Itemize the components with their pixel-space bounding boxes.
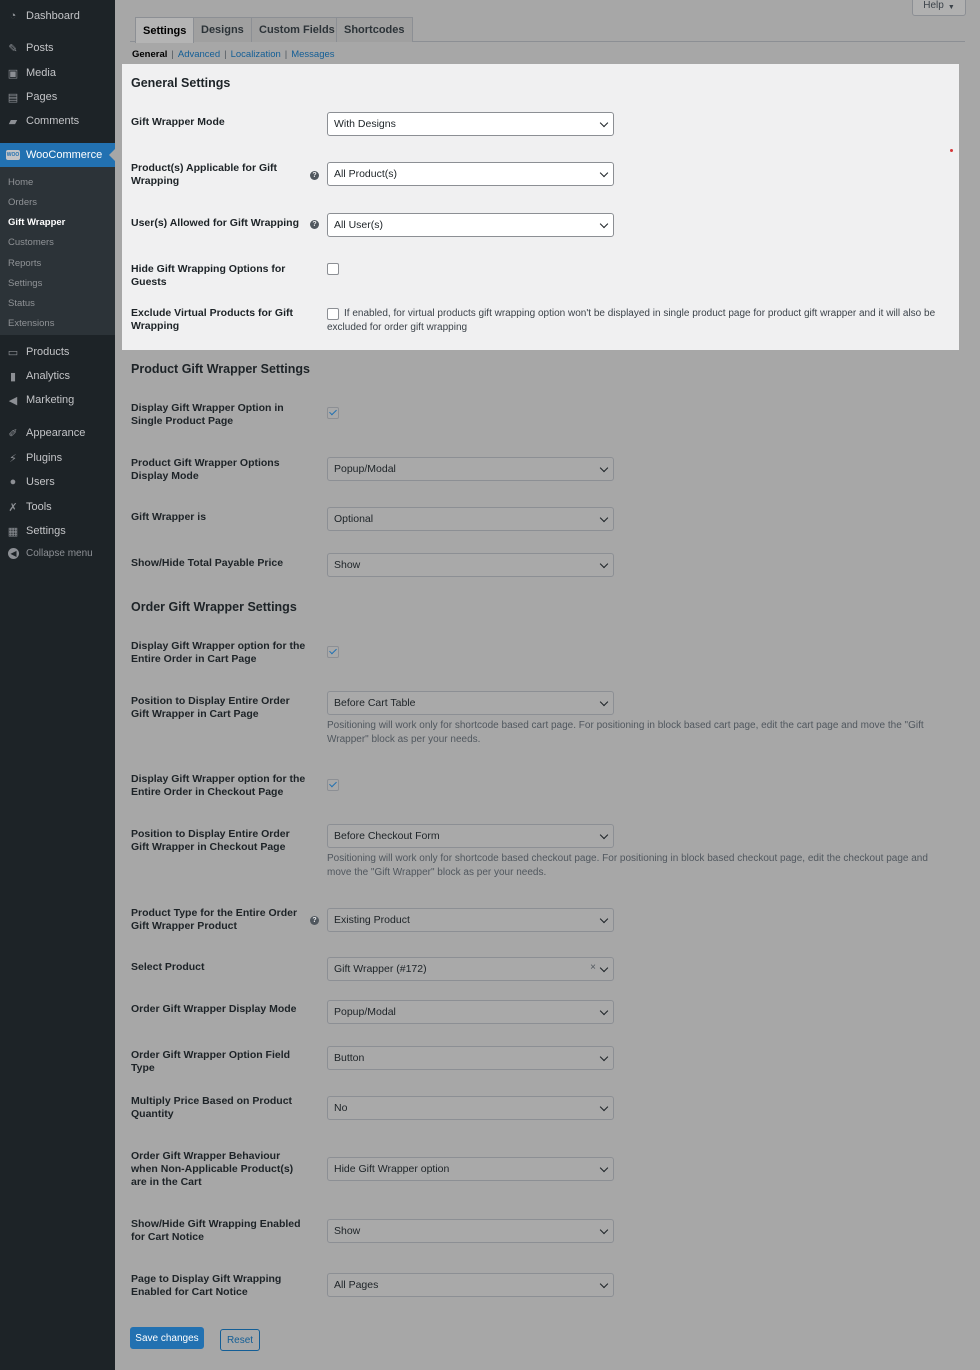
caret-down-icon: ▼ bbox=[947, 4, 955, 11]
order-settings-title: Order Gift Wrapper Settings bbox=[131, 600, 297, 614]
tab-shortcodes[interactable]: Shortcodes bbox=[336, 17, 413, 42]
megaphone-icon: ◀ bbox=[8, 394, 18, 407]
select-product-select[interactable]: Gift Wrapper (#172) × bbox=[327, 957, 614, 981]
chevron-down-icon bbox=[600, 1053, 608, 1061]
help-button[interactable]: Help ▼ bbox=[912, 0, 966, 16]
label-hide-guests: Hide Gift Wrapping Options for Guests bbox=[131, 263, 286, 288]
submenu-customers[interactable]: Customers bbox=[8, 237, 54, 248]
chevron-down-icon bbox=[600, 169, 608, 177]
menu-marketing[interactable]: ◀ Marketing bbox=[0, 389, 115, 411]
gift-wrapper-mode-select[interactable]: With Designs bbox=[327, 112, 614, 136]
label-gift-wrapper-mode: Gift Wrapper Mode bbox=[131, 116, 225, 128]
users-icon: ● bbox=[9, 476, 17, 488]
label-display-single-product: Display Gift Wrapper Option in Single Product Page bbox=[131, 402, 284, 427]
clear-icon[interactable]: × bbox=[590, 962, 596, 973]
comments-icon: ▰ bbox=[8, 115, 18, 128]
media-icon: ▣ bbox=[7, 67, 19, 80]
brush-icon: ✐ bbox=[8, 427, 18, 440]
label-total-payable: Show/Hide Total Payable Price bbox=[131, 557, 284, 569]
menu-woocommerce[interactable]: WOO WooCommerce bbox=[0, 143, 115, 167]
collapse-menu-button[interactable]: ◀ Collapse menu bbox=[0, 548, 93, 559]
settings-tabs bbox=[130, 15, 965, 42]
menu-products[interactable]: ▭ Products bbox=[7, 346, 70, 359]
products-applicable-select[interactable]: All Product(s) bbox=[327, 162, 614, 186]
cart-notice-select[interactable]: Show bbox=[327, 1219, 614, 1243]
cart-position-select[interactable]: Before Cart Table bbox=[327, 691, 614, 715]
dashboard-icon: ◔ bbox=[9, 10, 17, 22]
menu-plugins[interactable]: ⚡ Plugins bbox=[0, 447, 115, 469]
menu-posts[interactable]: ✎ Posts bbox=[0, 37, 115, 59]
label-users-allowed: User(s) Allowed for Gift Wrapping bbox=[131, 217, 300, 229]
general-settings-title: General Settings bbox=[131, 76, 231, 90]
reset-button[interactable]: Reset bbox=[220, 1329, 260, 1351]
woocommerce-icon: WOO bbox=[6, 152, 20, 158]
submenu-extensions[interactable]: Extensions bbox=[8, 318, 55, 329]
menu-settings[interactable]: ▦ Settings bbox=[7, 525, 66, 538]
chevron-down-icon bbox=[600, 220, 608, 228]
chevron-down-icon bbox=[600, 1164, 608, 1172]
chevron-down-icon bbox=[600, 1103, 608, 1111]
menu-dashboard[interactable]: ◔ Dashboard bbox=[0, 5, 115, 27]
tab-designs[interactable]: Designs bbox=[193, 17, 252, 42]
chevron-down-icon bbox=[600, 514, 608, 522]
products-icon: ▭ bbox=[7, 346, 19, 359]
label-multiply-price: Multiply Price Based on Product Quantity bbox=[131, 1095, 293, 1120]
woocommerce-submenu bbox=[0, 167, 115, 335]
behaviour-select[interactable]: Hide Gift Wrapper option bbox=[327, 1157, 614, 1181]
chevron-down-icon bbox=[600, 1280, 608, 1288]
help-tip-icon[interactable]: ? bbox=[310, 916, 319, 925]
hide-guests-checkbox[interactable] bbox=[327, 263, 339, 275]
collapse-icon: ◀ bbox=[8, 548, 19, 559]
submenu-gift-wrapper[interactable]: Gift Wrapper bbox=[8, 217, 66, 228]
submenu-home[interactable]: Home bbox=[8, 177, 34, 188]
label-checkout-position: Position to Display Entire Order Gift Wrapper in Checkout Page bbox=[131, 828, 290, 853]
subnav-general[interactable]: General bbox=[132, 49, 168, 60]
submenu-status[interactable]: Status bbox=[8, 298, 35, 309]
chevron-down-icon bbox=[600, 1226, 608, 1234]
tab-custom-fields[interactable]: Custom Fields bbox=[251, 17, 343, 42]
menu-media[interactable]: ▣ Media bbox=[7, 67, 56, 80]
chevron-down-icon bbox=[600, 119, 608, 127]
red-dot bbox=[950, 149, 953, 152]
order-checkout-checkbox[interactable] bbox=[327, 779, 339, 791]
subnav-advanced[interactable]: Advanced bbox=[177, 49, 221, 60]
product-type-select[interactable]: Existing Product bbox=[327, 908, 614, 932]
menu-appearance[interactable]: ✐ Appearance bbox=[0, 422, 115, 444]
subnav-messages[interactable]: Messages bbox=[291, 49, 335, 60]
plugin-icon: ⚡ bbox=[9, 452, 17, 465]
chevron-down-icon bbox=[600, 964, 608, 972]
label-product-type: Product Type for the Entire Order Gift Wrapper Product bbox=[131, 907, 298, 932]
menu-pages[interactable]: ▤ Pages bbox=[7, 91, 58, 104]
checkout-position-description: Positioning will work only for shortcode based checkout page. For positioning in block based checkout page, edit the checkout page and move the "Gift Wrapper" block as per your needs. bbox=[327, 853, 928, 878]
label-cart-position: Position to Display Entire Order Gift Wrapper in Cart Page bbox=[131, 695, 290, 720]
multiply-price-select[interactable]: No bbox=[327, 1096, 614, 1120]
order-cart-checkbox[interactable] bbox=[327, 646, 339, 658]
submenu-settings[interactable]: Settings bbox=[8, 278, 43, 289]
pin-icon: ✎ bbox=[8, 42, 18, 55]
settings-icon: ▦ bbox=[7, 525, 19, 538]
gift-wrapper-is-select[interactable]: Optional bbox=[327, 507, 614, 531]
save-changes-button[interactable]: Save changes bbox=[130, 1327, 204, 1349]
subnav: General | Advanced | Localization | Messages bbox=[132, 49, 335, 60]
help-tip-icon[interactable]: ? bbox=[310, 220, 319, 229]
menu-comments[interactable]: ▰ Comments bbox=[0, 110, 115, 132]
label-products-applicable: Product(s) Applicable for Gift Wrapping bbox=[131, 162, 278, 187]
submenu-orders[interactable]: Orders bbox=[8, 197, 38, 208]
chevron-down-icon bbox=[600, 560, 608, 568]
menu-analytics[interactable]: ▮ Analytics bbox=[0, 365, 115, 387]
checkout-position-select[interactable]: Before Checkout Form bbox=[327, 824, 614, 848]
label-product-display-mode: Product Gift Wrapper Options Display Mode bbox=[131, 457, 280, 482]
product-display-mode-select[interactable]: Popup/Modal bbox=[327, 457, 614, 481]
analytics-icon: ▮ bbox=[9, 370, 17, 383]
admin-sidebar bbox=[0, 0, 115, 1370]
help-tip-icon[interactable]: ? bbox=[310, 171, 319, 180]
users-allowed-select[interactable]: All User(s) bbox=[327, 213, 614, 237]
label-order-checkout: Display Gift Wrapper option for the Entire Order in Checkout Page bbox=[131, 773, 306, 798]
order-display-mode-select[interactable]: Popup/Modal bbox=[327, 1000, 614, 1024]
wrench-icon: ✗ bbox=[8, 501, 18, 514]
menu-tools[interactable]: ✗ Tools bbox=[0, 496, 115, 518]
notice-page-select[interactable]: All Pages bbox=[327, 1273, 614, 1297]
submenu-reports[interactable]: Reports bbox=[8, 258, 42, 269]
menu-users[interactable]: ● Users bbox=[0, 471, 115, 493]
label-order-cart: Display Gift Wrapper option for the Entire Order in Cart Page bbox=[131, 640, 306, 665]
total-payable-select[interactable]: Show bbox=[327, 553, 614, 577]
pages-icon: ▤ bbox=[7, 91, 19, 104]
tab-settings[interactable]: Settings bbox=[135, 17, 194, 43]
active-menu-arrow bbox=[109, 149, 115, 161]
exclude-virtual-description: If enabled, for virtual products gift wrapping option won't be displayed in single product page for product gift wrapper and it will also be excluded for order gift wrapping bbox=[327, 308, 936, 333]
field-type-select[interactable]: Button bbox=[327, 1046, 614, 1070]
label-order-display-mode: Order Gift Wrapper Display Mode bbox=[131, 1003, 297, 1015]
chevron-down-icon bbox=[600, 464, 608, 472]
product-settings-title: Product Gift Wrapper Settings bbox=[131, 362, 310, 376]
label-exclude-virtual: Exclude Virtual Products for Gift Wrapping bbox=[131, 307, 294, 332]
chevron-down-icon bbox=[600, 698, 608, 706]
chevron-down-icon bbox=[600, 1007, 608, 1015]
label-select-product: Select Product bbox=[131, 961, 205, 973]
label-notice-page: Page to Display Gift Wrapping Enabled for Cart Notice bbox=[131, 1273, 282, 1298]
display-single-product-checkbox[interactable] bbox=[327, 407, 339, 419]
cart-position-description: Positioning will work only for shortcode based cart page. For positioning in block based cart page, edit the cart page and move the "Gift Wrapper" block as per your needs. bbox=[327, 720, 924, 745]
chevron-down-icon bbox=[600, 915, 608, 923]
subnav-localization[interactable]: Localization bbox=[230, 49, 281, 60]
label-cart-notice: Show/Hide Gift Wrapping Enabled for Cart Notice bbox=[131, 1218, 301, 1243]
label-gift-wrapper-is: Gift Wrapper is bbox=[131, 511, 207, 523]
label-behaviour: Order Gift Wrapper Behaviour when Non-Applicable Product(s) are in the Cart bbox=[131, 1150, 294, 1188]
label-field-type: Order Gift Wrapper Option Field Type bbox=[131, 1049, 291, 1074]
chevron-down-icon bbox=[600, 831, 608, 839]
